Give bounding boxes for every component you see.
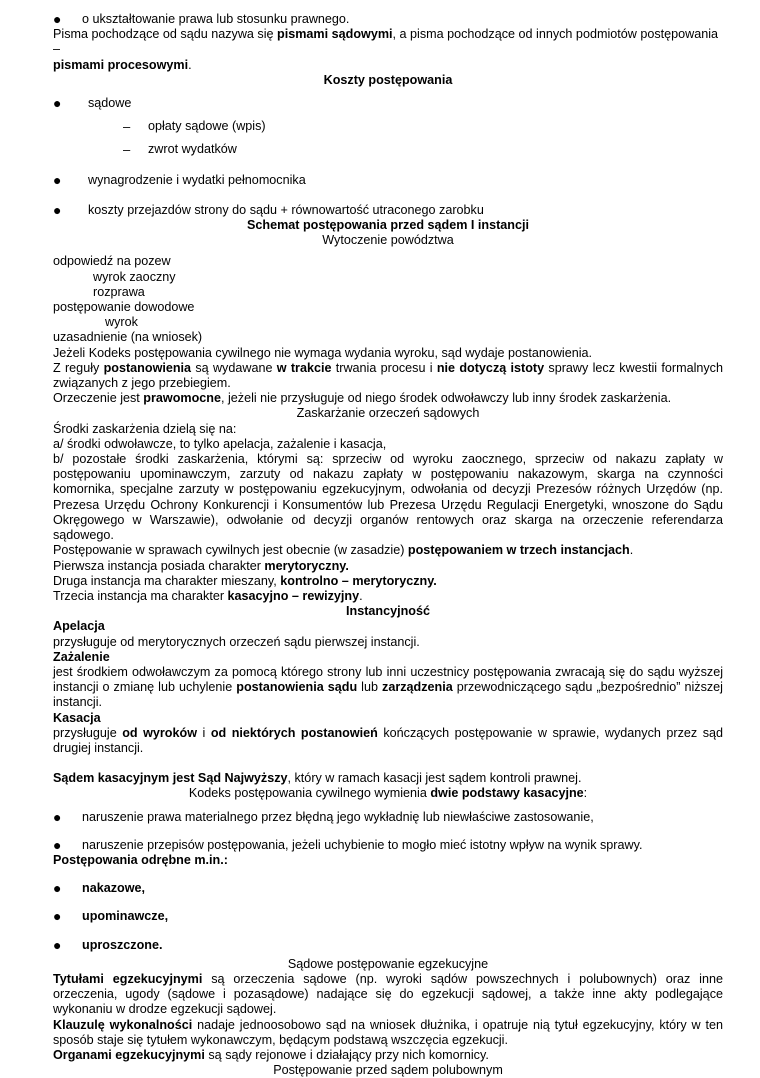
subheading-odrebne: Postępowania odrębne m.in.: bbox=[53, 852, 228, 867]
term: zarządzenia bbox=[382, 680, 453, 695]
text: upominawcze, bbox=[82, 909, 169, 924]
scheme-step: postępowanie dowodowe bbox=[53, 300, 195, 315]
paragraph-prawomocne bbox=[53, 391, 723, 406]
dash-icon: – bbox=[123, 142, 131, 158]
text: jest środkiem odwoławczym za pomocą którego strony lub inni uczestnicy postępowania zwracają się do sądu wyższej instancji o zmianę lub uchylenie bbox=[53, 664, 723, 695]
term: Tytułami egzekucyjnymi bbox=[53, 971, 203, 986]
text: naruszenie prawa materialnego przez błędną jego wykładnię lub niewłaściwe zastosowanie, bbox=[82, 809, 594, 824]
heading-wytoczenie: Wytoczenie powództwa bbox=[322, 233, 454, 248]
bullet-item bbox=[53, 173, 723, 188]
text: , jeżeli nie przysługuje od niego środek odwoławczy lub inny środek zaskarżenia. bbox=[220, 391, 672, 406]
paragraph-pisma bbox=[53, 27, 723, 73]
scheme-step: uzasadnienie (na wniosek) bbox=[53, 330, 203, 345]
paragraph bbox=[53, 1018, 723, 1048]
bullet-icon: ● bbox=[53, 936, 62, 953]
term: postanowienia bbox=[103, 360, 192, 375]
text: są orzeczenia sądowe (np. wyroki sądów powszechnych i polubownych) oraz inne orzeczenia, ugody (sądowe i pozasądowe) nadające się do egzekucji sądowej, a także inne akty podlegające wykonaniu w drodze egzekucji sądowej. bbox=[53, 971, 723, 1017]
scheme-step: wyrok zaoczny bbox=[93, 269, 176, 284]
bullet-item bbox=[53, 938, 723, 953]
paragraph bbox=[53, 665, 723, 711]
term: pismami procesowymi bbox=[53, 57, 189, 72]
bullet-item bbox=[53, 96, 723, 111]
term: merytoryczny. bbox=[264, 558, 349, 573]
subheading-kasacja: Kasacja bbox=[53, 710, 101, 725]
bullet-icon: ● bbox=[53, 808, 62, 825]
text: Trzecia instancja ma charakter bbox=[53, 588, 228, 603]
paragraph bbox=[53, 972, 723, 1018]
text: , który w ramach kasacji jest sądem kontroli prawnej. bbox=[287, 771, 582, 786]
paragraph-sad-najwyzszy bbox=[53, 771, 723, 786]
bullet-icon: ● bbox=[53, 836, 62, 853]
text: sprawy lecz kwestii formalnych związanych z jego przebiegiem. bbox=[53, 360, 723, 391]
text: o ukształtowanie prawa lub stosunku prawnego. bbox=[82, 12, 350, 26]
bullet-item bbox=[53, 838, 723, 853]
bullet-item bbox=[53, 810, 723, 825]
paragraph: Środki zaskarżenia dzielą się na: bbox=[53, 421, 237, 436]
heading-instancyjnosc: Instancyjność bbox=[346, 604, 430, 619]
text: Kodeks postępowania cywilnego wymienia bbox=[188, 786, 431, 801]
term: postępowaniem w trzech instancjach bbox=[407, 543, 630, 558]
heading-polubowny: Postępowanie przed sądem polubownym bbox=[273, 1063, 503, 1078]
text: kończących postępowanie w sprawie, wydanych przez sąd drugiej instancji. bbox=[53, 725, 723, 755]
subheading-apelacja: Apelacja bbox=[53, 619, 105, 634]
bullet-icon: ● bbox=[53, 171, 62, 188]
term: dwie podstawy kasacyjne bbox=[430, 786, 584, 801]
text: . bbox=[188, 57, 192, 72]
bullet-icon: ● bbox=[53, 95, 62, 112]
dash-item bbox=[53, 119, 723, 134]
dash-icon: – bbox=[123, 119, 131, 135]
text: Orzeczenie jest bbox=[53, 391, 144, 406]
bullet-icon: ● bbox=[53, 908, 62, 925]
bullet-icon: ● bbox=[53, 11, 62, 27]
text: , a pisma pochodzące od innych podmiotów postępowania – bbox=[53, 27, 719, 57]
paragraph: przysługuje od merytorycznych orzeczeń sądu pierwszej instancji. bbox=[53, 634, 420, 649]
text: są wydawane bbox=[191, 360, 277, 375]
text: Pierwsza instancja posiada charakter bbox=[53, 558, 265, 573]
scheme-step: odpowiedź na pozew bbox=[53, 254, 171, 269]
text: trwania procesu i bbox=[331, 360, 437, 375]
bullet-item bbox=[53, 203, 723, 218]
bullet-item bbox=[53, 881, 723, 896]
term: od niektórych postanowień bbox=[210, 725, 378, 740]
paragraph: Jeżeli Kodeks postępowania cywilnego nie wymaga wydania wyroku, sąd wydaje postanowienia. bbox=[53, 345, 593, 360]
text: koszty przejazdów strony do sądu + równowartość utraconego zarobku bbox=[88, 202, 484, 217]
heading-egzekucja: Sądowe postępowanie egzekucyjne bbox=[287, 956, 489, 971]
bullet-item bbox=[53, 909, 723, 924]
bullet-icon: ● bbox=[53, 880, 62, 897]
text: nakazowe, bbox=[82, 881, 145, 896]
text: opłaty sądowe (wpis) bbox=[148, 119, 266, 134]
paragraph bbox=[53, 559, 723, 574]
bullet-icon: ● bbox=[53, 201, 62, 218]
term: Organami egzekucyjnymi bbox=[53, 1047, 205, 1062]
paragraph bbox=[53, 726, 723, 756]
heading-zaskarzanie: Zaskarżanie orzeczeń sądowych bbox=[296, 406, 480, 421]
dash-item bbox=[53, 142, 723, 157]
text: sądowe bbox=[88, 96, 132, 111]
heading-schemat: Schemat postępowania przed sądem I instancji bbox=[246, 218, 530, 233]
text: . bbox=[359, 588, 363, 603]
text: Postępowanie w sprawach cywilnych jest obecnie (w zasadzie) bbox=[53, 543, 408, 558]
bullet-item bbox=[53, 12, 723, 27]
text: lub bbox=[357, 680, 383, 695]
text: : bbox=[583, 786, 588, 801]
paragraph: b/ pozostałe środki zaskarżenia, którymi są: sprzeciw od wyroku zaocznego, sprzeciw od nakazu zapłaty w postępowaniu upominawczym, zarzuty od nakazu zapłaty w postępowaniu nakazowym, skarga na czynności komornika, specjalne zarzuty w postępowaniu egzekucyjnym, odwołania od decyzji Prezesów różnych Urzędów (np. Prezesa Urzędu Ochrony Konkurencji i Konsumentów lub Prezesa Urzędu Regulacji Energetyki, wnoszone do Sądu Okręgowego w Warszawie), odwołanie od decyzji organów rentowych oraz skarga na orzeczenie referendarza sądowego. bbox=[53, 452, 723, 543]
term: Klauzulę wykonalności bbox=[53, 1017, 193, 1032]
paragraph-podstawy bbox=[53, 786, 723, 801]
paragraph-instancje bbox=[53, 543, 723, 558]
scheme-step: wyrok bbox=[105, 315, 138, 330]
text: Pisma pochodzące od sądu nazywa się bbox=[53, 27, 278, 42]
term: postanowienia sądu bbox=[236, 680, 358, 695]
text: naruszenie przepisów postępowania, jeżeli uchybienie to mogło mieć istotny wpływ na wynik sprawy. bbox=[82, 837, 643, 852]
term: w trakcie bbox=[276, 360, 332, 375]
term: nie dotyczą istoty bbox=[436, 360, 545, 375]
text: . bbox=[629, 543, 634, 558]
text: przewodniczącego sądu „bezpośrednio” niższej instancji. bbox=[53, 680, 723, 710]
text: uproszczone. bbox=[82, 937, 163, 952]
text: Z reguły bbox=[53, 360, 104, 375]
term: pismami sądowymi bbox=[277, 27, 393, 42]
text: wynagrodzenie i wydatki pełnomocnika bbox=[88, 172, 306, 187]
paragraph bbox=[53, 574, 723, 589]
scheme-step: rozprawa bbox=[93, 284, 145, 299]
paragraph-postanowienia bbox=[53, 361, 723, 391]
text: zwrot wydatków bbox=[148, 142, 237, 157]
heading-koszty: Koszty postępowania bbox=[323, 72, 453, 87]
term: prawomocne bbox=[143, 391, 221, 406]
term: kasacyjno – rewizyjny bbox=[227, 588, 360, 603]
text: i bbox=[197, 725, 211, 740]
term: od wyroków bbox=[122, 725, 197, 740]
paragraph bbox=[53, 589, 723, 604]
subheading-zazalenie: Zażalenie bbox=[53, 649, 110, 664]
text: przysługuje bbox=[53, 725, 123, 740]
term: kontrolno – merytoryczny. bbox=[280, 573, 437, 588]
text: są sądy rejonowe i działający przy nich komornicy. bbox=[204, 1047, 489, 1062]
text: Druga instancja ma charakter mieszany, bbox=[53, 573, 281, 588]
paragraph bbox=[53, 1048, 723, 1063]
term: Sądem kasacyjnym jest Sąd Najwyższy bbox=[53, 771, 288, 786]
paragraph: a/ środki odwoławcze, to tylko apelacja, zażalenie i kasacja, bbox=[53, 436, 387, 451]
text: nadaje jednoosobowo sąd na wniosek dłużnika, i opatruje nią tytuł egzekucyjny, który w ten sposób staje się tytułem wykonawczym, będącym podstawą wszczęcia egzekucji. bbox=[53, 1017, 723, 1047]
